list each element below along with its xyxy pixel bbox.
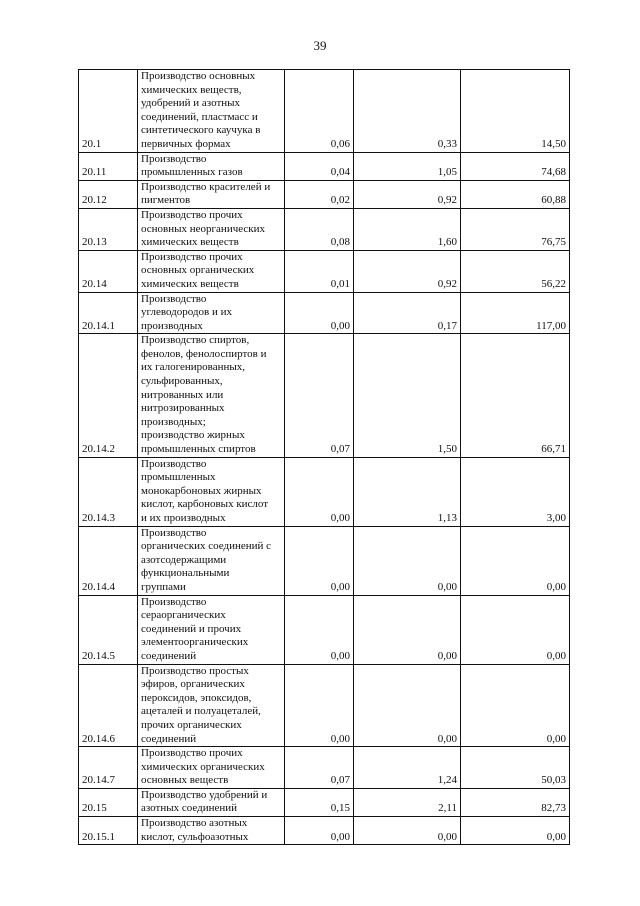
row-name-cell: Производство простых эфиров, органических пероксидов, эпоксидов, ацеталей и полуацеталей, прочих органических соединений: [138, 664, 285, 747]
row-value-2-cell: 2,11: [354, 788, 461, 816]
row-value-2-cell: 1,13: [354, 457, 461, 526]
row-name-cell: Производство прочих основных органических химических веществ: [138, 250, 285, 292]
row-value-1-cell: 0,01: [285, 250, 354, 292]
row-value-3-cell: 14,50: [461, 70, 570, 153]
row-name-cell: Производство сераорганических соединений и прочих элементоорганических соединений: [138, 595, 285, 664]
row-code-cell: 20.14.3: [79, 457, 138, 526]
row-name-cell: Производство промышленных газов: [138, 152, 285, 180]
row-value-1-cell: 0,15: [285, 788, 354, 816]
row-value-2-cell: 1,50: [354, 334, 461, 457]
row-value-3-cell: 50,03: [461, 747, 570, 789]
row-value-3-cell: 56,22: [461, 250, 570, 292]
row-value-3-cell: 3,00: [461, 457, 570, 526]
row-name-cell: Производство органических соединений с азотсодержащими функциональными группами: [138, 526, 285, 595]
table-row: [79, 334, 570, 457]
row-value-1-cell: 0,00: [285, 664, 354, 747]
row-value-1-cell: 0,04: [285, 152, 354, 180]
row-code-cell: 20.14.5: [79, 595, 138, 664]
row-value-1-cell: 0,07: [285, 747, 354, 789]
row-name-cell: Производство спиртов, фенолов, фенолоспиртов и их галогенированных, сульфированных, нитрованных или нитрозированных производных; производство жирных промышленных спиртов: [138, 334, 285, 457]
row-value-2-cell: 0,00: [354, 664, 461, 747]
row-value-2-cell: 1,24: [354, 747, 461, 789]
table-row: [79, 292, 570, 334]
row-code-cell: 20.12: [79, 180, 138, 208]
row-value-2-cell: 0,00: [354, 595, 461, 664]
row-value-3-cell: 117,00: [461, 292, 570, 334]
table-row: [79, 526, 570, 595]
row-name-cell: Производство промышленных монокарбоновых жирных кислот, карбоновых кислот и их производных: [138, 457, 285, 526]
row-value-3-cell: 0,00: [461, 817, 570, 845]
table-row: [79, 457, 570, 526]
row-value-3-cell: 60,88: [461, 180, 570, 208]
table-body: [79, 70, 570, 845]
row-value-2-cell: 0,17: [354, 292, 461, 334]
row-code-cell: 20.14.7: [79, 747, 138, 789]
row-code-cell: 20.14.2: [79, 334, 138, 457]
table-row: [79, 250, 570, 292]
row-value-3-cell: 0,00: [461, 526, 570, 595]
row-value-2-cell: 1,60: [354, 208, 461, 250]
row-value-3-cell: 0,00: [461, 664, 570, 747]
table-row: [79, 208, 570, 250]
page-number: 39: [313, 38, 327, 53]
row-code-cell: 20.1: [79, 70, 138, 153]
row-name-cell: Производство прочих основных неорганических химических веществ: [138, 208, 285, 250]
table-row: [79, 664, 570, 747]
row-value-2-cell: 0,33: [354, 70, 461, 153]
row-code-cell: 20.15: [79, 788, 138, 816]
row-value-1-cell: 0,00: [285, 457, 354, 526]
row-value-1-cell: 0,00: [285, 595, 354, 664]
row-code-cell: 20.14.4: [79, 526, 138, 595]
row-value-3-cell: 66,71: [461, 334, 570, 457]
row-value-1-cell: 0,00: [285, 292, 354, 334]
row-name-cell: Производство основных химических веществ, удобрений и азотных соединений, пластмасс и синтетического каучука в первичных формах: [138, 70, 285, 153]
row-value-1-cell: 0,07: [285, 334, 354, 457]
row-code-cell: 20.14.6: [79, 664, 138, 747]
row-value-1-cell: 0,02: [285, 180, 354, 208]
row-value-1-cell: 0,06: [285, 70, 354, 153]
row-value-2-cell: 0,92: [354, 180, 461, 208]
row-name-cell: Производство углеводородов и их производных: [138, 292, 285, 334]
row-value-1-cell: 0,00: [285, 526, 354, 595]
row-value-2-cell: 0,00: [354, 817, 461, 845]
table-row: [79, 788, 570, 816]
row-value-3-cell: 82,73: [461, 788, 570, 816]
row-name-cell: Производство азотных кислот, сульфоазотных: [138, 817, 285, 845]
table-row: [79, 70, 570, 153]
table-row: [79, 180, 570, 208]
row-code-cell: 20.14: [79, 250, 138, 292]
row-name-cell: Производство удобрений и азотных соединений: [138, 788, 285, 816]
row-code-cell: 20.11: [79, 152, 138, 180]
table-row: [79, 747, 570, 789]
data-table: [78, 69, 570, 845]
row-code-cell: 20.14.1: [79, 292, 138, 334]
row-value-1-cell: 0,00: [285, 817, 354, 845]
row-value-3-cell: 76,75: [461, 208, 570, 250]
row-name-cell: Производство красителей и пигментов: [138, 180, 285, 208]
table-row: [79, 817, 570, 845]
row-code-cell: 20.13: [79, 208, 138, 250]
row-value-2-cell: 0,92: [354, 250, 461, 292]
row-code-cell: 20.15.1: [79, 817, 138, 845]
table-row: [79, 595, 570, 664]
table-row: [79, 152, 570, 180]
row-value-1-cell: 0,08: [285, 208, 354, 250]
row-value-3-cell: 74,68: [461, 152, 570, 180]
row-value-2-cell: 0,00: [354, 526, 461, 595]
row-value-3-cell: 0,00: [461, 595, 570, 664]
row-value-2-cell: 1,05: [354, 152, 461, 180]
row-name-cell: Производство прочих химических органических основных веществ: [138, 747, 285, 789]
